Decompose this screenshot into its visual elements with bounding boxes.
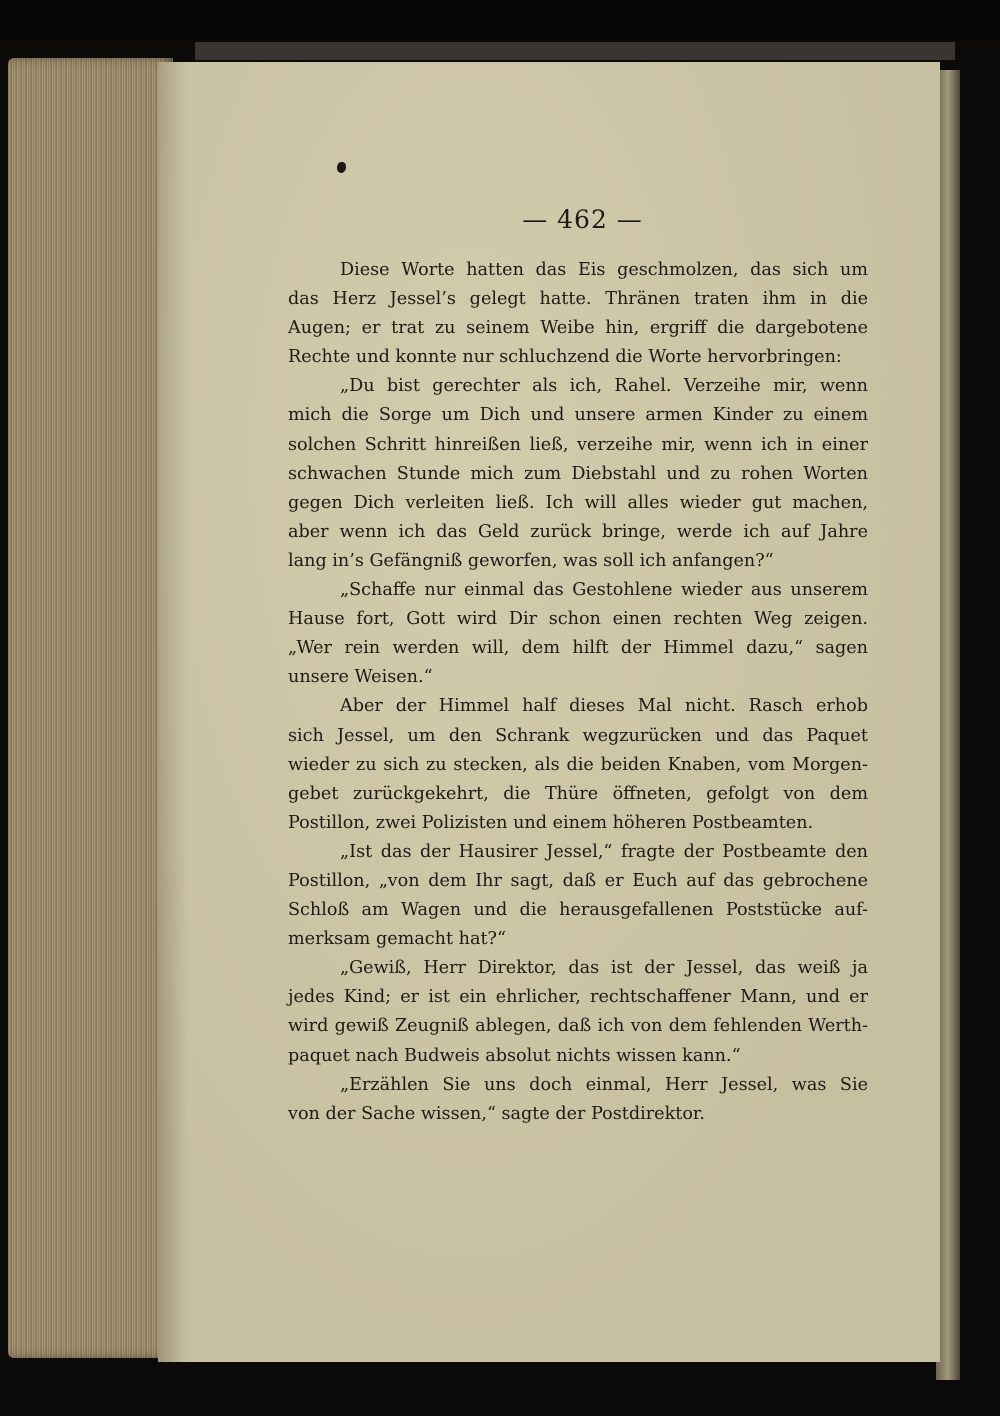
text-line: sich Jessel, um den Schrank wegzurücken und das Paquet	[288, 725, 868, 746]
text-line: wieder zu sich zu stecken, als die beiden Knaben, vom Morgen-	[288, 754, 868, 775]
body-text	[288, 256, 868, 1129]
text-line: Hause fort, Gott wird Dir schon einen rechten Weg zeigen.	[288, 609, 868, 630]
text-line: aber wenn ich das Geld zurück bringe, werde ich auf Jahre	[288, 521, 868, 542]
text-line: von der Sache wissen,“ sagte der Postdirektor.	[288, 1103, 705, 1124]
text-line: Schloß am Wagen und die herausgefallenen Poststücke auf-	[288, 900, 868, 921]
text-line: lang in’s Gefängniß geworfen, was soll ich anfangen?“	[288, 550, 774, 571]
text-line: gegen Dich verleiten ließ. Ich will alles wieder gut machen,	[288, 492, 868, 513]
text-line: merksam gemacht hat?“	[288, 929, 506, 950]
text-line: Augen; er trat zu seinem Weibe hin, ergriff die dargebotene	[288, 318, 868, 339]
text-line: „Ist das der Hausirer Jessel,“ fragte der Postbeamte den	[340, 841, 868, 862]
text-line: gebet zurückgekehrt, die Thüre öffneten, gefolgt von dem	[288, 783, 868, 804]
text-line: das Herz Jessel’s gelegt hatte. Thränen traten ihm in die	[288, 289, 868, 310]
book-page-edges	[8, 58, 173, 1358]
text-line: solchen Schritt hinreißen ließ, verzeihe mir, wenn ich in einer	[288, 434, 868, 455]
text-line: Rechte und konnte nur schluchzend die Worte hervorbringen:	[288, 347, 842, 368]
text-line: Postillon, „von dem Ihr sagt, daß er Euch auf das gebrochene	[288, 870, 868, 891]
page-number: — 462 —	[522, 205, 643, 234]
text-line: „Schaffe nur einmal das Gestohlene wieder aus unserem	[340, 580, 868, 601]
text-line: „Wer rein werden will, dem hilft der Himmel dazu,“ sagen	[288, 638, 868, 659]
text-line: Postillon, zwei Polizisten und einem höheren Postbeamten.	[288, 812, 814, 833]
text-line: mich die Sorge um Dich und unsere armen Kinder zu einem	[288, 405, 868, 426]
text-line: Aber der Himmel half dieses Mal nicht. Rasch erhob	[340, 696, 868, 717]
text-line: jedes Kind; er ist ein ehrlicher, rechtschaffener Mann, und er	[288, 987, 868, 1008]
text-line: „Gewiß, Herr Direktor, das ist der Jessel, das weiß ja	[340, 958, 868, 979]
text-line: unsere Weisen.“	[288, 667, 433, 688]
text-line: „Erzählen Sie uns doch einmal, Herr Jessel, was Sie	[340, 1074, 868, 1095]
text-line: wird gewiß Zeugniß ablegen, daß ich von dem fehlenden Werth-	[288, 1016, 868, 1037]
text-line: schwachen Stunde mich zum Diebstahl und zu rohen Worten	[288, 463, 868, 484]
text-line: Diese Worte hatten das Eis geschmolzen, das sich um	[340, 260, 868, 280]
text-line: paquet nach Budweis absolut nichts wissen kann.“	[288, 1045, 741, 1066]
book-cover-top	[195, 42, 955, 60]
text-line: „Du bist gerechter als ich, Rahel. Verzeihe mir, wenn	[340, 376, 868, 397]
